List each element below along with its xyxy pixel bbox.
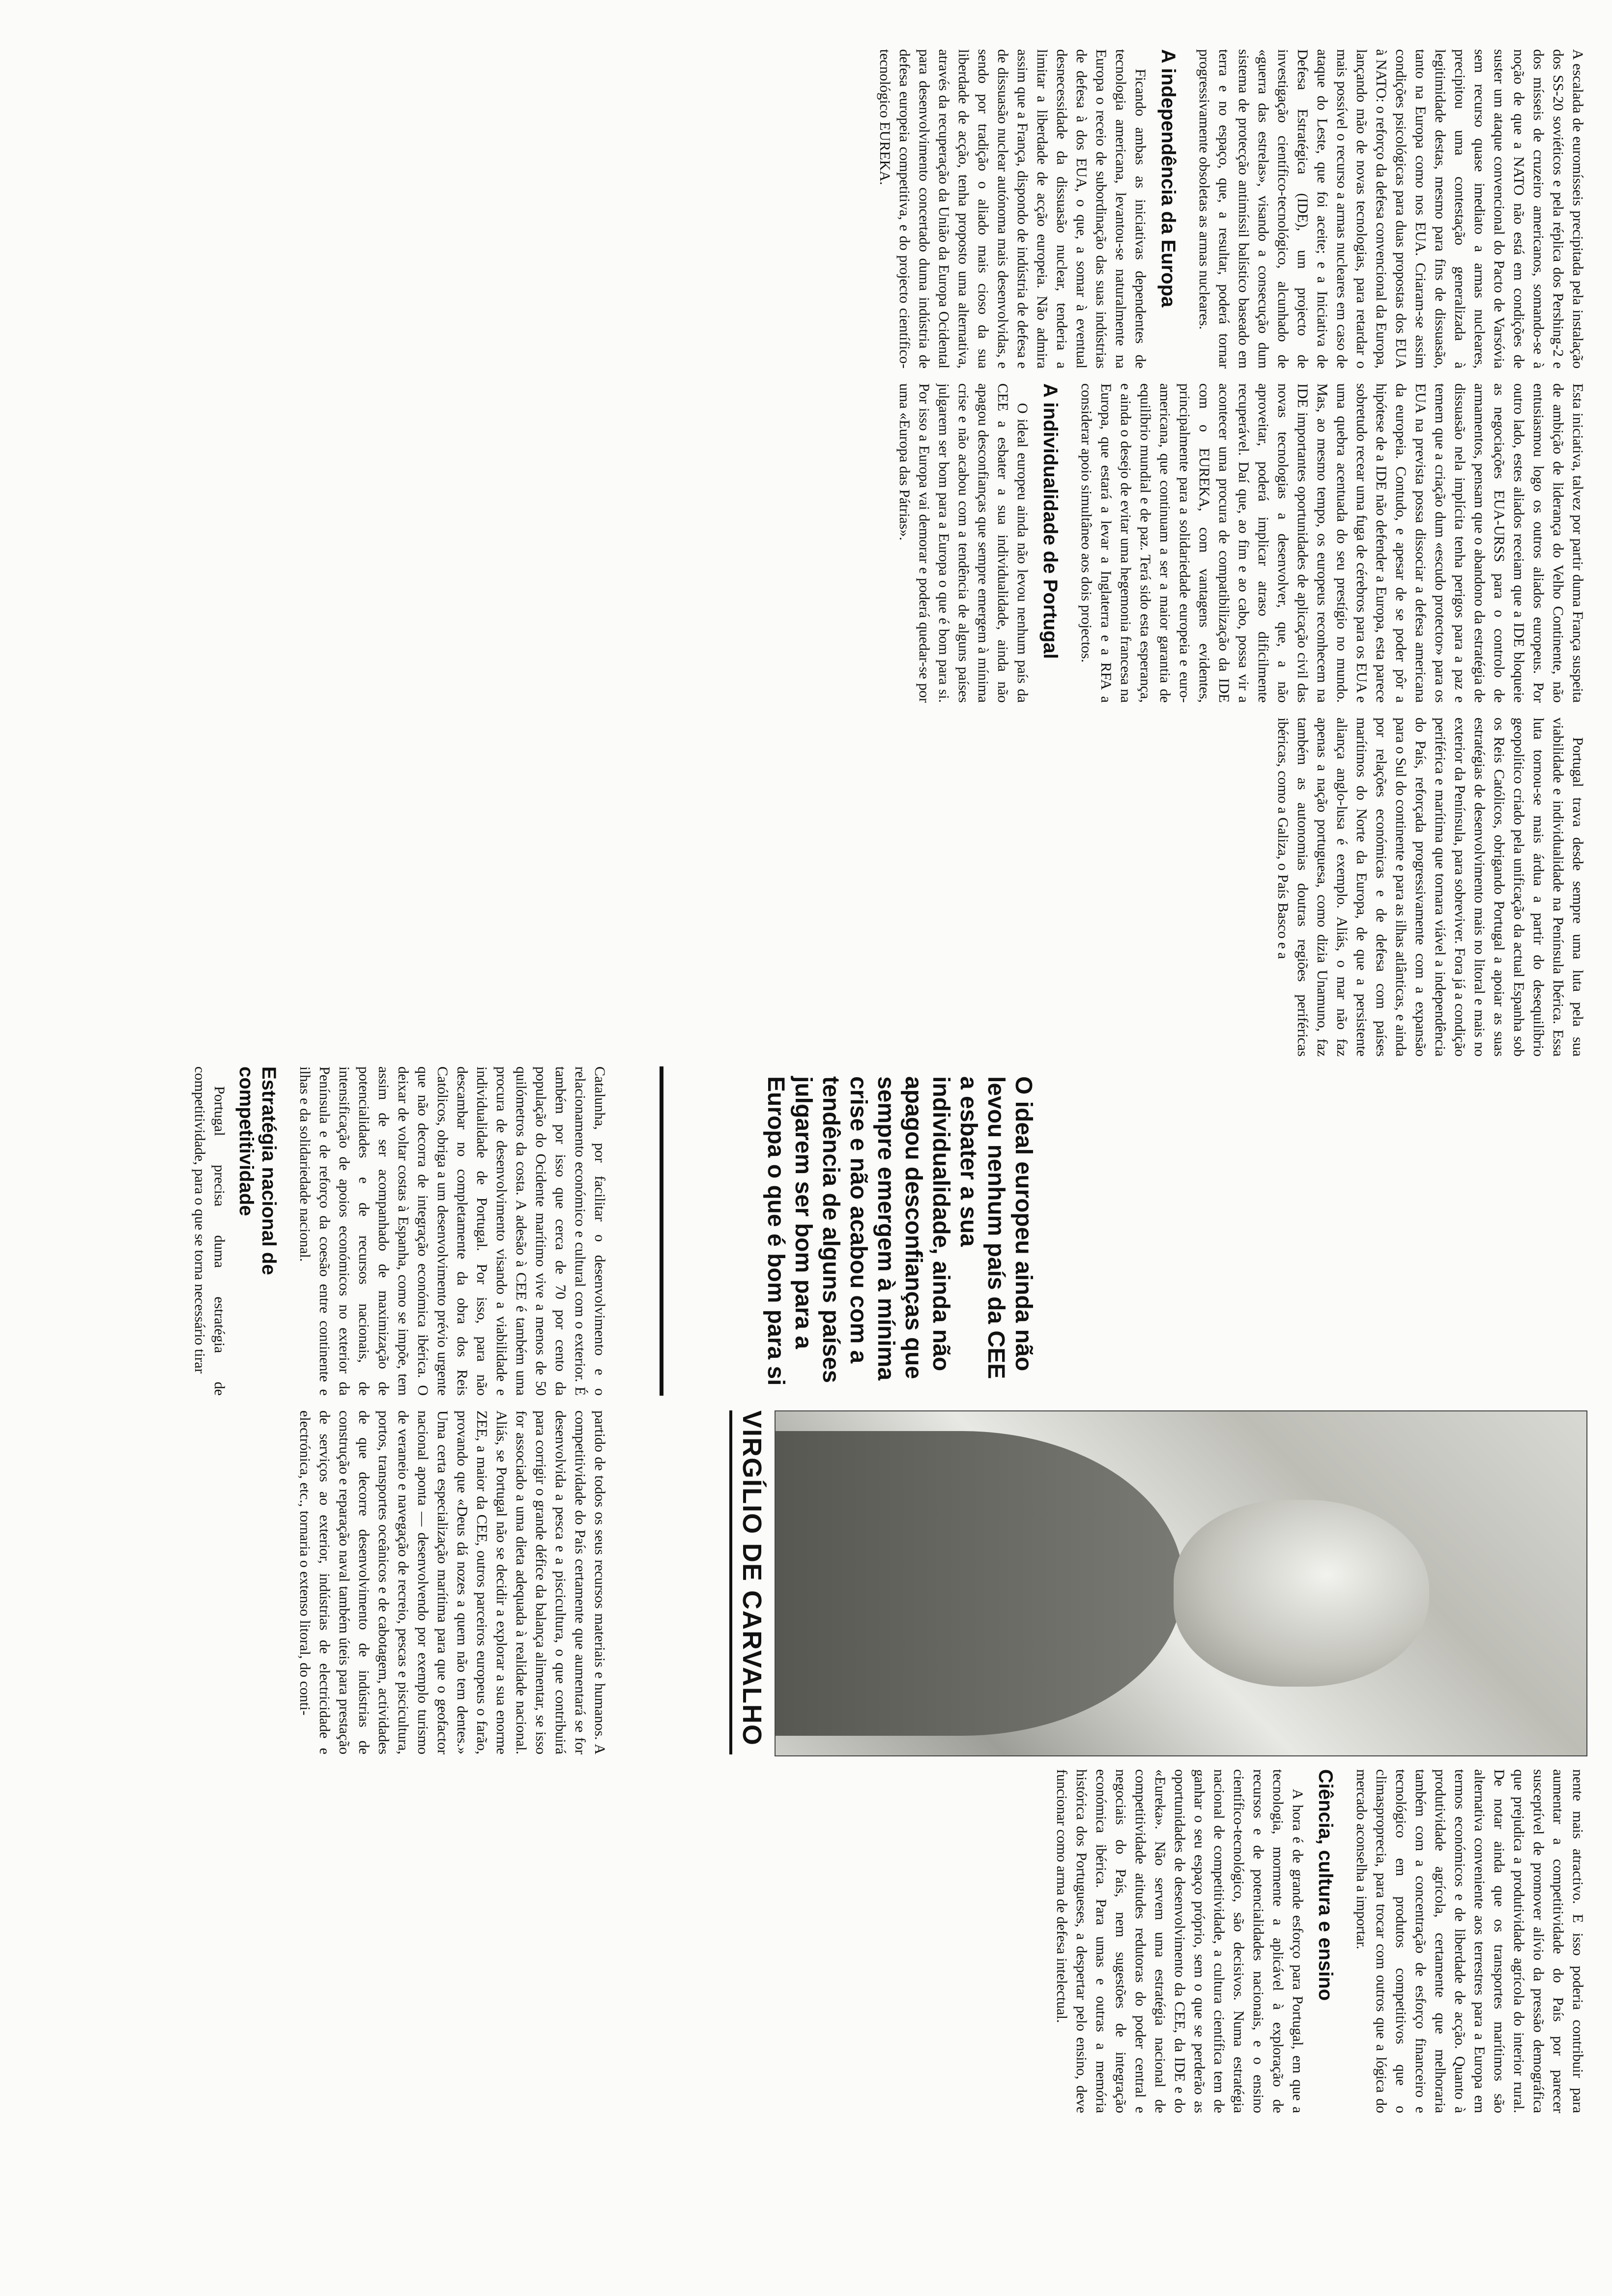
paragraph: O ideal europeu ainda não levou nenhum país da CEE a esbater a sua individualidade, ainda não apagou desconfianças que sempre emergem à mínima crise e não acabou com a tendência de alguns países julgarem ser bom para a Europa o que é bom para si. Por isso a Europa vai demorar e poderá quedar-se por uma «Europa das Pátrias». [896, 383, 1031, 703]
section-heading: A independência da Europa [1157, 49, 1179, 308]
paragraph: partido de todos os seus recursos materiais e humanos. A competitividade do País certamente que aumentará se for desenvolvida a pesca e a piscicultura, o que contribuirá para corrigir o grande défice da balança alimentar, se isso for associado a uma dieta adequada à realidade nacional. Aliás, se Portugal não se decidir a explorar a sua enorme ZEE, a maior da CEE, outros parceiros europeus o farão, provando que «Deus dá nozes a quem não tem dentes.» Uma certa especialização marítima para que o geofactor nacional aponta — desenvolvendo por exemplo turismo de veraneio e navegação de recreio, pescas e piscicultura, portos, transportes oceânicos e de cabotagem, actividades de que decorre desenvolvimento de indústrias de construção e reparação naval também úteis para prestação de serviços ao exterior, indústrias de electricidade e electrónica, etc., tornaria o extenso litoral, do conti- [297, 1410, 608, 1754]
column-5 [25, 1410, 624, 1754]
pull-quote: O ideal europeu ainda não levou nenhum país da CEE a esbater a sua individualidade, ainda não apagou desconfianças que sempre emergem à mínima crise e não acabou com a tendência de alguns países julgarem ser bom para a Europa o que é bom para si [763, 1076, 1036, 1386]
divider [660, 1066, 663, 1396]
column-6 [25, 1769, 1587, 2113]
column-4 [25, 1066, 624, 1396]
paragraph: Catalunha, por facilitar o desenvolvimento e o relacionamento económico e cultural com o exterior. É também por isso que cerca de 70 por cento da população do Ocidente marítimo vive a menos de 50 quilómetros da costa. A adesão à CEE é também uma procura de desenvolvimento visando a viabilidade e individualidade de Portugal. Por isso, para não descambar no completamente da obra dos Reis Católicos, obriga a um desenvolvimento prévio urgente que não decorra de integração económica ibérica. O deixar de voltar costas à Espanha, como se impõe, tem assim de ser acompanhado de maximização de potencialidades e de recursos nacionais, de intensificação de apoios económicos no exterior da Península e de reforço da coesão entre continente e ilhas e da solidariedade nacional. [297, 1066, 608, 1396]
paragraph: A hora é de grande esforço para Portugal, em que a tecnologia, mormente a aplicável à exploração de recursos e de potencialidades nacionais, e o ensino científico-tecnológico, são decisivos. Numa estratégia nacional de competitividade, a cultura científica tem de ganhar o seu espaço próprio, sem o que se perderão as oportunidades de desenvolvimento da CEE, da IDE e do «Eureka». Não servem uma estratégia nacional de competitividade atitudes redutoras do poder central e negociais do País, nem sugestões de integração económica ibérica. Para umas e outras a memória histórica dos Portugueses, a despertar pelo ensino, deve funcionar como arma de defesa intelectual. [1054, 1769, 1306, 2113]
paragraph: Portugal trava desde sempre uma luta pela sua viabilidade e individualidade na Península Ibérica. Essa luta tornou-se mais árdua a partir do desequilíbrio geopolítico criado pela unificação da actual Espanha sob os Reis Católicos, obrigando Portugal a apoiar as suas estratégias de desenvolvimento mais no litoral e mais no exterior da Península, para sobreviver. Fora já a condição periférica e marítima que tornara viável a independência do País, reforçada progressivamente com a expansão para o Sul do continente e para as ilhas atlânticas, e ainda por relações económicas e de defesa com países marítimos do Norte da Europa, de que a persistente aliança anglo-lusa é exemplo. Aliás, o mar não faz apenas a nação portuguesa, como dizia Unamuno, faz também as autonomias doutras regiões periféricas ibéricas, como a Galiza, o País Basco e a [1275, 718, 1586, 1057]
photo-head [1174, 1500, 1429, 1687]
column-3 [25, 718, 1587, 1057]
paragraph: Esta iniciativa, talvez por partir duma França suspeita de ambição de liderança do Velho Continente, não entusiasmou logo os outros aliados europeus. Por outro lado, estes aliados receiam que a IDE bloqueie as negociações EUA-URSS para o controlo de armamentos, pensam que o abandono da estratégia de dissuasão nela implícita tenha perigos para a paz e temem que a criação dum «escudo protector» para os EUA na prevista possa dissociar a defesa americana da europeia. Contudo, e apesar de se poder pôr a hipótese de a IDE não defender a Europa, esta parece sobretudo recear uma fuga de cérebros para os EUA e uma quebra acentuada do seu prestígio no mundo. Mas, ao mesmo tempo, os europeus reconhecem na IDE importantes oportunidades de aplicação civil das novas tecnologias a desenvolver, que, a não aproveitar, poderá implicar atraso dificilmente recuperável. Daí que, ao fim e ao cabo, possa vir a acontecer uma procura de compatibilização da IDE com o EUREKA, com vantagens evidentes, principalmente para a solidariedade europeia e euro-americana, que continuam a ser a maior garantia de equilíbrio mundial e de paz. Terá sido esta esperança, e ainda o desejo de evitar uma hegemonia francesa na Europa, que estará a levar a Inglaterra e a RFA a considerar apoio simultâneo aos dois projectos. [1078, 383, 1586, 703]
newspaper-sheet [5, 20, 1607, 2280]
paragraph: Ficando ambas as iniciativas dependentes de tecnologia americana, levantou-se naturalmente na Europa o receio de subordinação das suas indústrias de defesa à dos EUA, o que, a somar à eventual desnecessidade da dissuasão nuclear, tenderia a limitar a liberdade de acção europeia. Não admira assim que a França, dispondo de indústria de defesa e de dissuasão nuclear autónoma mais desenvolvidas, e sendo por tradição o aliado mais cioso da sua liberdade de acção, tenha proposto uma alternativa, através da recuperação da União da Europa Ocidental para desenvolvimento concertado duma indústria de defesa europeia competitiva, e do projecto científico-tecnológico EUREKA. [877, 49, 1149, 369]
column-2 [25, 383, 1587, 703]
section-heading: Estratégia nacional de competitividade [235, 1066, 280, 1275]
paragraph: nente mais atractivo. E isso poderia contribuir para aumentar a competitividade do País por parecer susceptível de promover alívio da pressão demográfica que prejudica a produtividade agrícola do interior rural. De notar ainda que os transportes marítimos são alternativa conveniente aos terrestres para a Europa em termos económicos e de liberdade de acção. Quanto à produtividade agrícola, certamente que melhoraria também com a concentração de esforço financeiro e tecnológico em produtos competitivos que o climasproprecia, para trocar com outros que a lógica do mercado aconselha a importar. [1353, 1769, 1586, 2113]
section-heading: A individualidade de Portugal [1039, 383, 1061, 659]
column-1 [25, 49, 1587, 369]
author-photo [775, 1410, 1587, 1756]
paragraph: Portugal precisa duma estratégia de competitividade, para o que se torna necessário tirar [192, 1066, 228, 1396]
photo-caption: VIRGÍLIO DE CARVALHO [729, 1410, 772, 1754]
photo-shoulders [775, 1431, 1183, 1736]
paragraph: A escalada de euromísseis precipitada pela instalação dos SS-20 soviéticos e pela réplica dos Pershing-2 e dos mísseis de cruzeiro americanos, somando-se à noção de que a NATO não está em condições de suster um ataque convencional do Pacto de Varsóvia sem recurso quase imediato a armas nucleares, precipitou uma contestação generalizada à legitimidade destas, mesmo para fins de dissuasão, tanto na Europa como nos EUA. Criaram-se assim condições psicológicas para duas propostas dos EUA à NATO: o reforço da defesa convencional da Europa, lançando mão de novas tecnologias, para retardar o mais possível o recurso a armas nucleares em caso de ataque do Leste, que foi aceite; e a Iniciativa de Defesa Estratégica (IDE), um projecto de investigação científico-tecnológico, alcunhado de «guerra das estrelas», visando a consecução dum sistema de protecção antimíssil balístico baseado em terra e no espaço, que, a resultar, poderá tornar progressivamente obsoletas as armas nucleares. [1196, 49, 1586, 369]
section-heading: Ciência, cultura e ensino [1315, 1769, 1336, 2001]
